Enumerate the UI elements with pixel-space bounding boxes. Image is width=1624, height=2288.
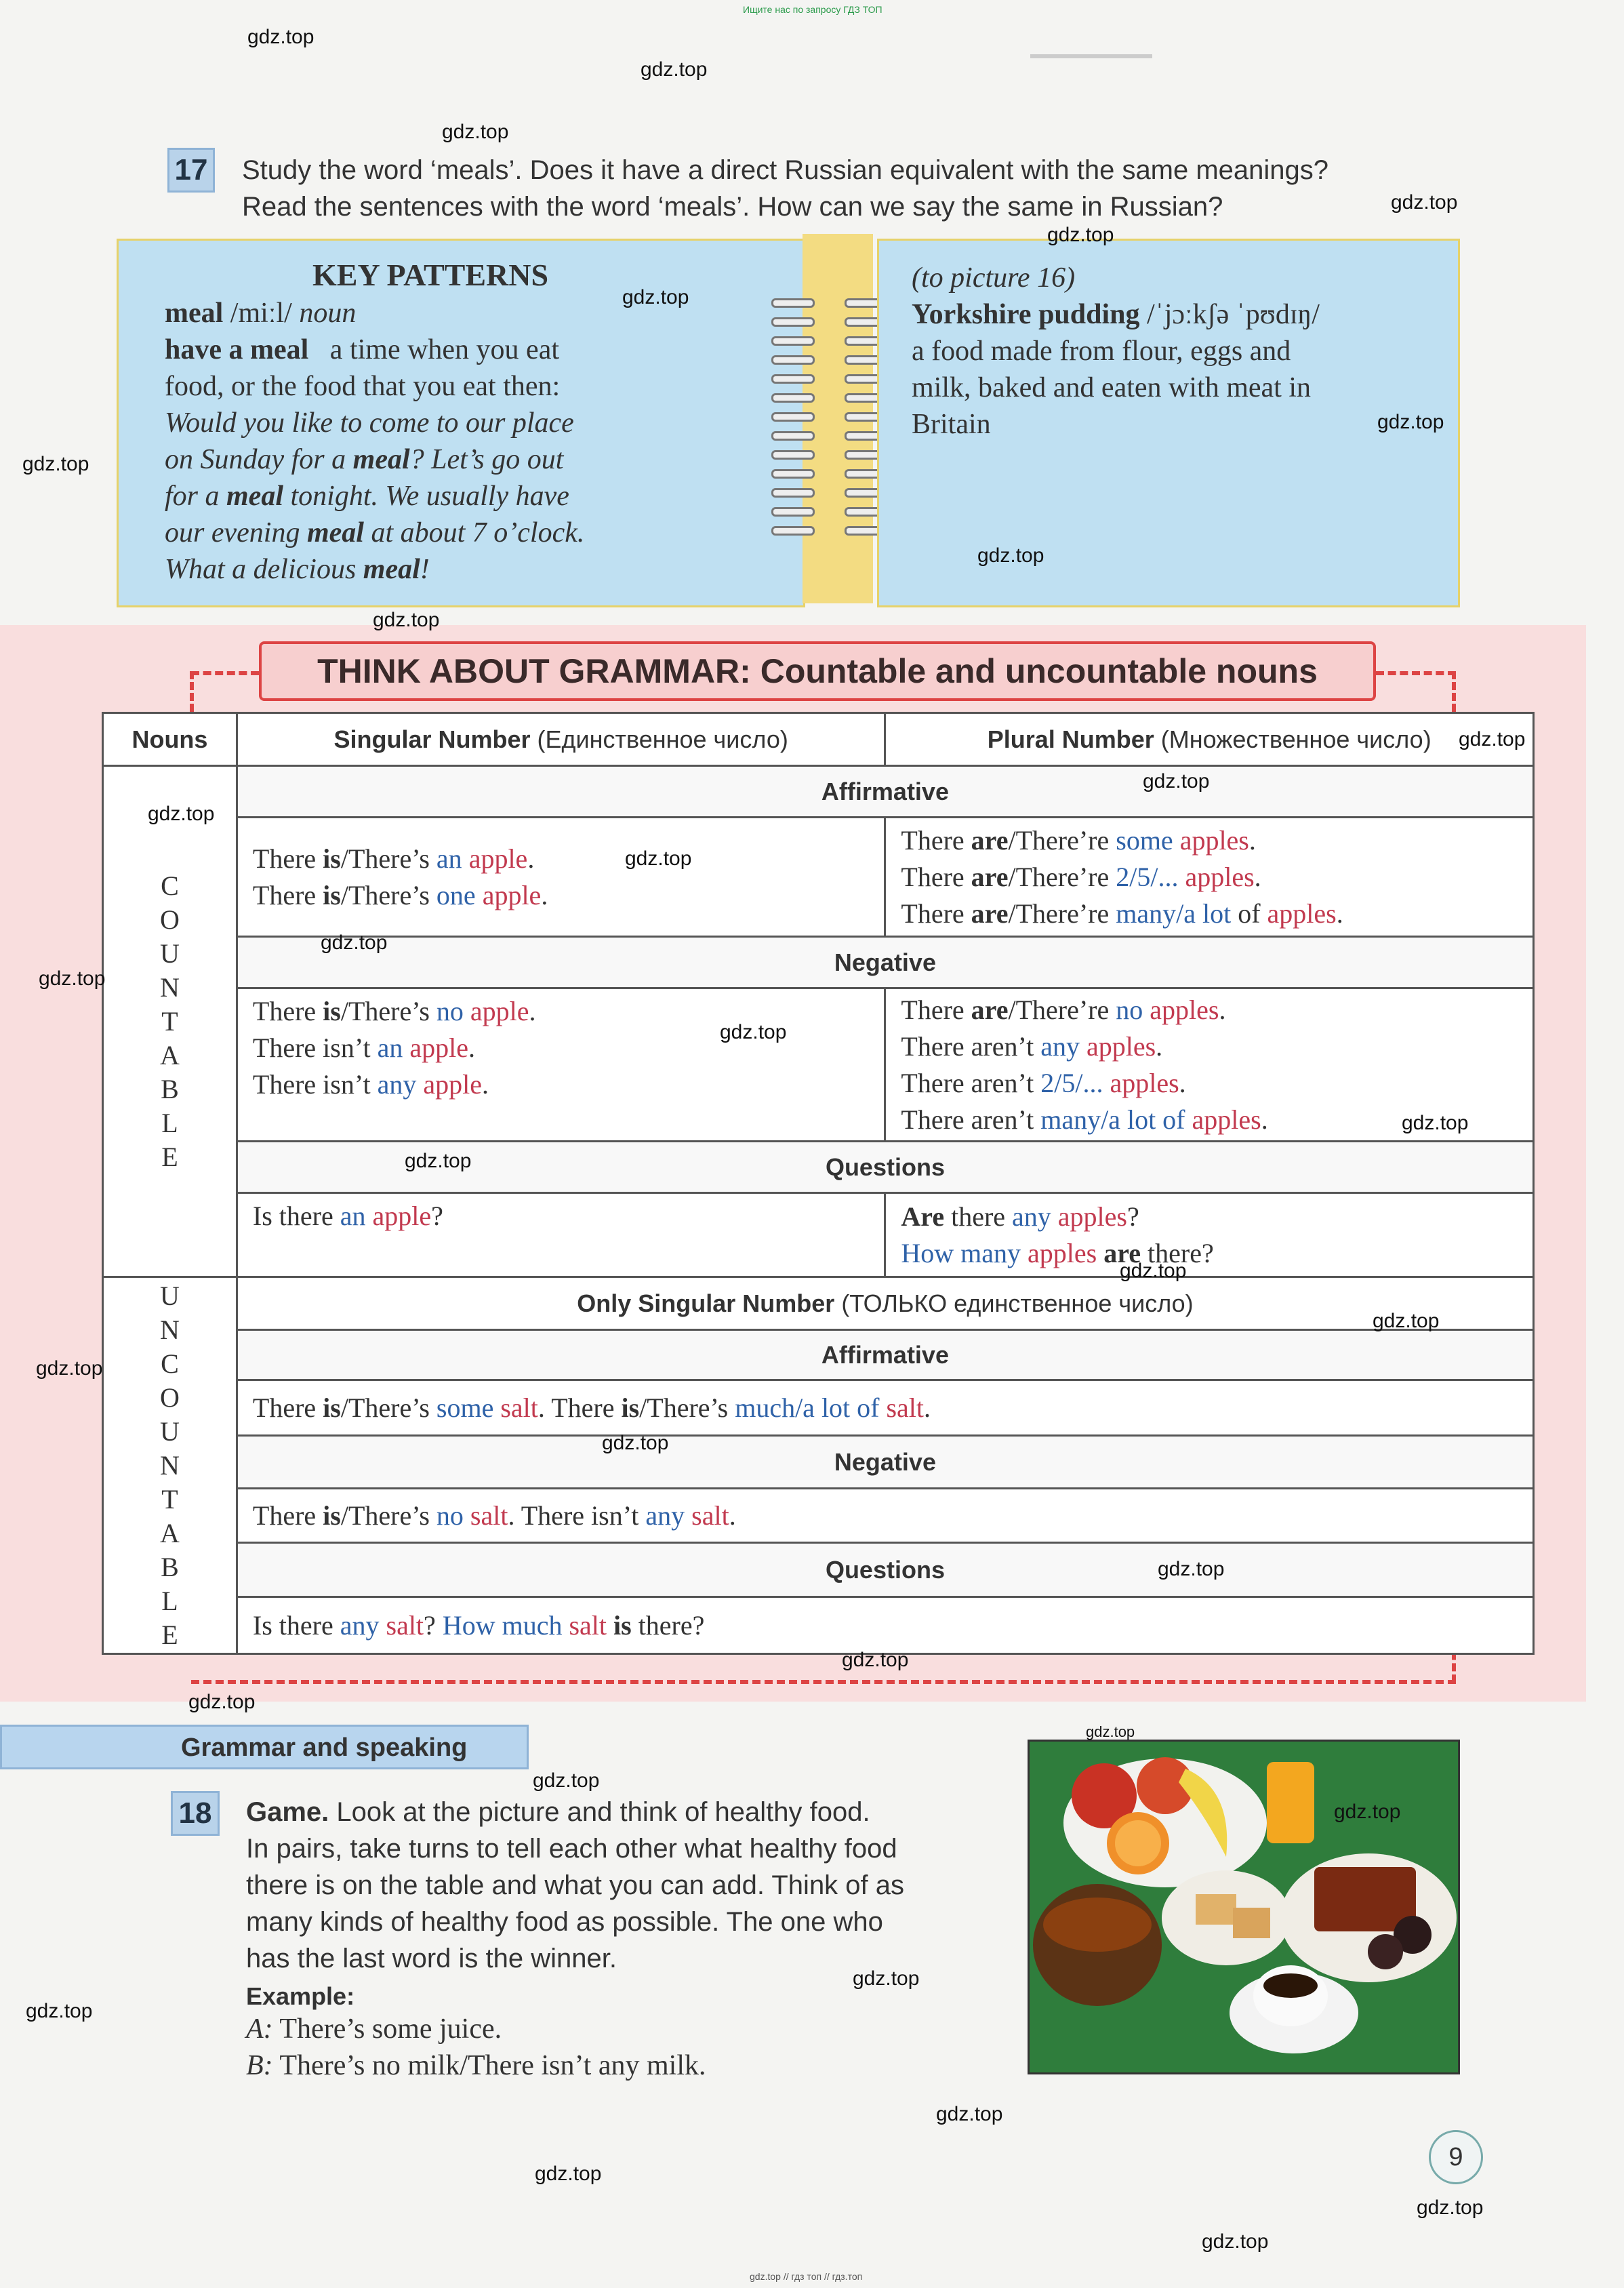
uncountable-header-row xyxy=(103,1277,1534,1330)
task-17-line-1: Study the word ‘meals’. Does it have a direct Russian equivalent with the same meanings? xyxy=(242,155,1329,185)
countable-neg-singular xyxy=(237,988,885,1142)
uncountable-letters-letter: L xyxy=(161,1585,178,1616)
watermark-16: gdz.top xyxy=(39,967,106,990)
spiral-ring xyxy=(771,374,815,384)
task-18-number: 18 xyxy=(171,1791,220,1836)
spiral-ring xyxy=(771,507,815,517)
line-there-is-no-apple: There is/There’s no apple. xyxy=(252,996,536,1026)
watermark-28: gdz.top xyxy=(533,1769,600,1792)
kp-phrase: have a meal xyxy=(165,334,309,365)
task-18-l1: Look at the picture and think of healthy food. xyxy=(329,1797,870,1827)
countable-aff-plural xyxy=(885,818,1534,937)
kp-meal-entry xyxy=(165,295,356,332)
kp-ex5-meal: meal xyxy=(363,554,420,585)
countable-letters-letter: C xyxy=(161,870,179,901)
kp-def-rest: a time when you eat xyxy=(329,334,560,365)
food-illustration xyxy=(1030,1742,1458,2072)
uncountable-negative-row xyxy=(103,1489,1534,1543)
spiral-ring xyxy=(771,469,815,479)
yorkshire-transcription: /ˈjɔːkʃə ˈpʊdɪŋ/ xyxy=(1147,299,1320,330)
kp-ex2-meal: meal xyxy=(352,444,410,475)
watermark-21: gdz.top xyxy=(1373,1310,1440,1332)
kp-example-4 xyxy=(165,515,584,551)
watermark-17: gdz.top xyxy=(720,1021,787,1043)
countable-aff-singular xyxy=(237,818,885,937)
example-b-text: There’s no milk/There isn’t any milk. xyxy=(279,2050,706,2081)
uncountable-letters-letter: N xyxy=(160,1314,180,1345)
line-there-arent-many-apples: There aren’t many/a lot of apples. xyxy=(901,1104,1268,1135)
kp-ex4-meal: meal xyxy=(306,517,364,548)
section-grammar-speaking: Grammar and speaking xyxy=(0,1725,529,1769)
kp-ex2-a: on Sunday for a xyxy=(165,444,353,475)
countable-letters-letter: N xyxy=(160,971,180,1003)
task-18-line-5: has the last word is the winner. xyxy=(246,1944,617,1973)
countable-label xyxy=(103,766,237,1277)
yorkshire-word: Yorkshire pudding xyxy=(912,299,1140,330)
dashed-frame-bottom xyxy=(191,1680,1456,1684)
watermark-32: gdz.top xyxy=(936,2103,1003,2125)
kp-example-5 xyxy=(165,551,430,588)
uncountable-affirmative-band xyxy=(103,1330,1534,1380)
only-singular-header xyxy=(237,1277,1533,1330)
line-are-there-any-apples: Are there any apples? xyxy=(901,1201,1139,1232)
watermark-12: gdz.top xyxy=(1143,770,1210,792)
line-there-arent-any-apples: There aren’t any apples. xyxy=(901,1030,1163,1062)
line-there-are-many-apples: There are/There’re many/a lot of apples. xyxy=(901,898,1343,929)
example-a-label: A: xyxy=(246,2013,273,2045)
watermark-22: gdz.top xyxy=(36,1357,103,1380)
countable-questions-band xyxy=(103,1142,1534,1193)
line-there-isnt-any-apple: There isn’t any apple. xyxy=(252,1069,489,1100)
yorkshire-def-1: a food made from flour, eggs and xyxy=(912,336,1291,367)
watermark-29: gdz.top xyxy=(1334,1801,1401,1823)
task-18-line-3: there is on the table and what you can add. Think of as xyxy=(246,1870,905,1900)
dashed-frame-right xyxy=(1452,671,1456,712)
uncountable-letters-letter: O xyxy=(160,1382,180,1413)
kp-example-2 xyxy=(165,441,563,478)
uncountable-letters-letter: U xyxy=(160,1280,180,1311)
watermark-5: gdz.top xyxy=(1047,224,1114,246)
kp-ex5-c: ! xyxy=(420,554,430,585)
yorkshire-def-3: Britain xyxy=(912,409,991,440)
watermark-2: gdz.top xyxy=(641,58,708,81)
band-affirmative-countable: Affirmative xyxy=(237,766,1533,818)
countable-letters-letter: T xyxy=(161,1005,178,1037)
watermark-15: gdz.top xyxy=(321,931,388,954)
countable-letters-letter: O xyxy=(160,904,180,935)
kp-word: meal xyxy=(165,298,224,329)
kp-ex4-a: our evening xyxy=(165,517,307,548)
header-plural-ru: (Множественное число) xyxy=(1154,725,1432,753)
countable-letters-letter: L xyxy=(161,1107,178,1138)
task-17-number: 17 xyxy=(167,148,215,193)
countable-letters-letter: A xyxy=(160,1039,180,1070)
watermark-18: gdz.top xyxy=(1402,1112,1469,1134)
yorkshire-ref: (to picture 16) xyxy=(912,262,1076,294)
uncountable-negative-band xyxy=(103,1436,1534,1489)
watermark-14: gdz.top xyxy=(625,847,692,870)
header-plural-en: Plural Number xyxy=(987,725,1154,753)
line-there-arent-2-5-apples: There aren’t 2/5/... apples. xyxy=(901,1067,1186,1098)
watermark-25: gdz.top xyxy=(842,1649,909,1671)
kp-ex2-c: ? Let’s go out xyxy=(409,444,564,475)
countable-letters xyxy=(104,869,236,1174)
dashed-frame-top-right xyxy=(1376,671,1456,675)
band-negative-countable: Negative xyxy=(237,937,1533,988)
watermark-1: gdz.top xyxy=(247,26,314,48)
only-singular-en: Only Singular Number xyxy=(577,1289,835,1317)
header-plural xyxy=(885,713,1534,766)
kp-pos: noun xyxy=(299,298,357,329)
countable-q-plural xyxy=(885,1193,1534,1277)
uncountable-letters-letter: E xyxy=(161,1619,178,1650)
healthy-food-photo xyxy=(1028,1740,1460,2074)
uncountable-q-line: Is there any salt? How much salt is there? xyxy=(237,1597,1533,1654)
faded-header-line xyxy=(1030,54,1152,58)
watermark-19: gdz.top xyxy=(405,1150,472,1172)
spiral-ring xyxy=(771,412,815,422)
spiral-ring xyxy=(771,298,815,308)
uncountable-neg-line: There is/There’s no salt. There isn’t any salt. xyxy=(237,1489,1533,1543)
grammar-table xyxy=(102,712,1535,1655)
watermark-35: gdz.top xyxy=(1202,2230,1269,2253)
line-there-is-one-apple: There is/There’s one apple. xyxy=(252,879,548,910)
task-18-line-2: In pairs, take turns to tell each other what healthy food xyxy=(246,1834,897,1864)
task-18-line-1 xyxy=(246,1794,870,1830)
spiral-ring xyxy=(771,450,815,460)
kp-ex4-c: at about 7 o’clock. xyxy=(363,517,585,548)
yorkshire-entry xyxy=(912,296,1320,333)
band-affirmative-uncountable: Affirmative xyxy=(237,1330,1533,1380)
countable-letters-letter: E xyxy=(161,1141,178,1172)
uncountable-questions-row xyxy=(103,1597,1534,1654)
line-there-are-some-apples: There are/There’re some apples. xyxy=(901,824,1256,856)
watermark-9: gdz.top xyxy=(977,544,1044,567)
example-b xyxy=(246,2047,706,2084)
watermark-4: gdz.top xyxy=(1391,191,1458,214)
watermark-24: gdz.top xyxy=(1158,1558,1225,1580)
key-patterns-title: KEY PATTERNS xyxy=(312,258,549,292)
yorkshire-def-2: milk, baked and eaten with meat in xyxy=(912,372,1311,403)
kp-ex3-meal: meal xyxy=(226,481,283,512)
watermark-7: gdz.top xyxy=(1377,411,1444,433)
watermark-34: gdz.top xyxy=(1417,2196,1484,2219)
only-singular-ru: (ТОЛЬКО единственное число) xyxy=(834,1289,1194,1317)
countable-negative-band xyxy=(103,937,1534,988)
uncountable-letters-letter: T xyxy=(161,1483,178,1514)
watermark-6: gdz.top xyxy=(622,286,689,308)
line-there-is-an-apple: There is/There’s an apple. xyxy=(252,843,535,874)
task-17-line-2: Read the sentences with the word ‘meals’. How can we say the same in Russian? xyxy=(242,192,1223,222)
key-patterns-card xyxy=(117,239,805,607)
bottom-note: gdz.top // гдз топ // гдз.топ xyxy=(750,2271,863,2282)
spiral-ring xyxy=(771,526,815,536)
uncountable-affirmative-row xyxy=(103,1380,1534,1436)
line-there-are-2-5-apples: There are/There’re 2/5/... apples. xyxy=(901,861,1261,892)
uncountable-letters-letter: C xyxy=(161,1348,179,1379)
uncountable-label xyxy=(103,1277,237,1654)
countable-affirmative-row xyxy=(103,818,1534,937)
example-b-label: B: xyxy=(246,2050,273,2081)
band-negative-uncountable: Negative xyxy=(237,1436,1533,1489)
countable-letters-letter: U xyxy=(160,938,180,969)
watermark-33: gdz.top xyxy=(535,2163,602,2185)
line-there-isnt-an-apple: There isn’t an apple. xyxy=(252,1032,475,1063)
uncountable-questions-band xyxy=(103,1543,1534,1597)
watermark-8: gdz.top xyxy=(22,453,89,475)
kp-ex5-a: What a delicious xyxy=(165,554,363,585)
spiral-ring xyxy=(771,431,815,441)
task-18-game: Game. xyxy=(246,1797,329,1827)
countable-questions-row xyxy=(103,1193,1534,1277)
uncountable-letters-letter: A xyxy=(160,1517,180,1548)
countable-negative-row xyxy=(103,988,1534,1142)
watermark-30: gdz.top xyxy=(853,1967,920,1990)
kp-ex3-c: tonight. We usually have xyxy=(283,481,569,512)
example-a xyxy=(246,2011,502,2047)
page-number: 9 xyxy=(1429,2130,1483,2184)
watermark-13: gdz.top xyxy=(148,803,215,825)
header-nouns: Nouns xyxy=(103,713,237,766)
watermark-23: gdz.top xyxy=(602,1432,669,1454)
line-how-many-apples: How many apples are there? xyxy=(901,1237,1214,1268)
uncountable-letters-letter: N xyxy=(160,1449,180,1481)
task-18-line-4: many kinds of healthy food as possible. The one who xyxy=(246,1907,883,1937)
header-singular-en: Singular Number xyxy=(333,725,531,753)
spiral-ring xyxy=(771,355,815,365)
kp-definition-2: food, or the food that you eat then: xyxy=(165,371,561,402)
juice-glass xyxy=(1267,1762,1314,1843)
uncountable-aff-line: There is/There’s some salt. There is/There’s much/a lot of salt. xyxy=(237,1380,1533,1436)
example-a-text: There’s some juice. xyxy=(279,2013,502,2045)
kp-transcription: /miːl/ xyxy=(230,298,292,329)
line-is-there-an-apple: Is there an apple? xyxy=(252,1201,443,1231)
spiral-ring xyxy=(771,317,815,327)
watermark-31: gdz.top xyxy=(26,2000,93,2022)
countable-letters-letter: B xyxy=(161,1073,179,1104)
top-note: Ищите нас по запросу ГДЗ ТОП xyxy=(743,4,882,15)
band-questions-countable: Questions xyxy=(237,1142,1533,1193)
band-questions-uncountable: Questions xyxy=(237,1543,1533,1597)
table-header-row xyxy=(103,713,1534,766)
uncountable-letters-letter: U xyxy=(160,1416,180,1447)
kp-ex3-a: for a xyxy=(165,481,227,512)
watermark-20: gdz.top xyxy=(1120,1260,1187,1282)
grammar-title: THINK ABOUT GRAMMAR: Countable and uncountable nouns xyxy=(259,641,1376,701)
spiral-ring xyxy=(771,393,815,403)
line-there-are-no-apples: There are/There’re no apples. xyxy=(901,994,1226,1025)
watermark-27: gdz.top xyxy=(1086,1723,1135,1740)
watermark-10: gdz.top xyxy=(373,609,440,631)
countable-q-singular xyxy=(237,1193,885,1277)
watermark-3: gdz.top xyxy=(442,121,509,143)
kp-definition-1 xyxy=(165,332,559,368)
countable-affirmative-band xyxy=(103,766,1534,818)
kp-example-3 xyxy=(165,478,569,515)
header-singular-ru: (Единственное число) xyxy=(530,725,788,753)
example-label: Example: xyxy=(246,1982,355,2010)
uncountable-letters xyxy=(104,1279,236,1652)
spiral-ring xyxy=(771,336,815,346)
header-singular xyxy=(237,713,885,766)
dashed-frame-left xyxy=(190,671,194,712)
dashed-frame-top-left xyxy=(191,671,259,675)
watermark-26: gdz.top xyxy=(188,1691,256,1713)
spiral-ring xyxy=(771,488,815,498)
kp-example-1: Would you like to come to our place xyxy=(165,407,574,439)
yorkshire-card xyxy=(877,239,1460,607)
watermark-11: gdz.top xyxy=(1459,728,1526,750)
uncountable-letters-letter: B xyxy=(161,1551,179,1582)
